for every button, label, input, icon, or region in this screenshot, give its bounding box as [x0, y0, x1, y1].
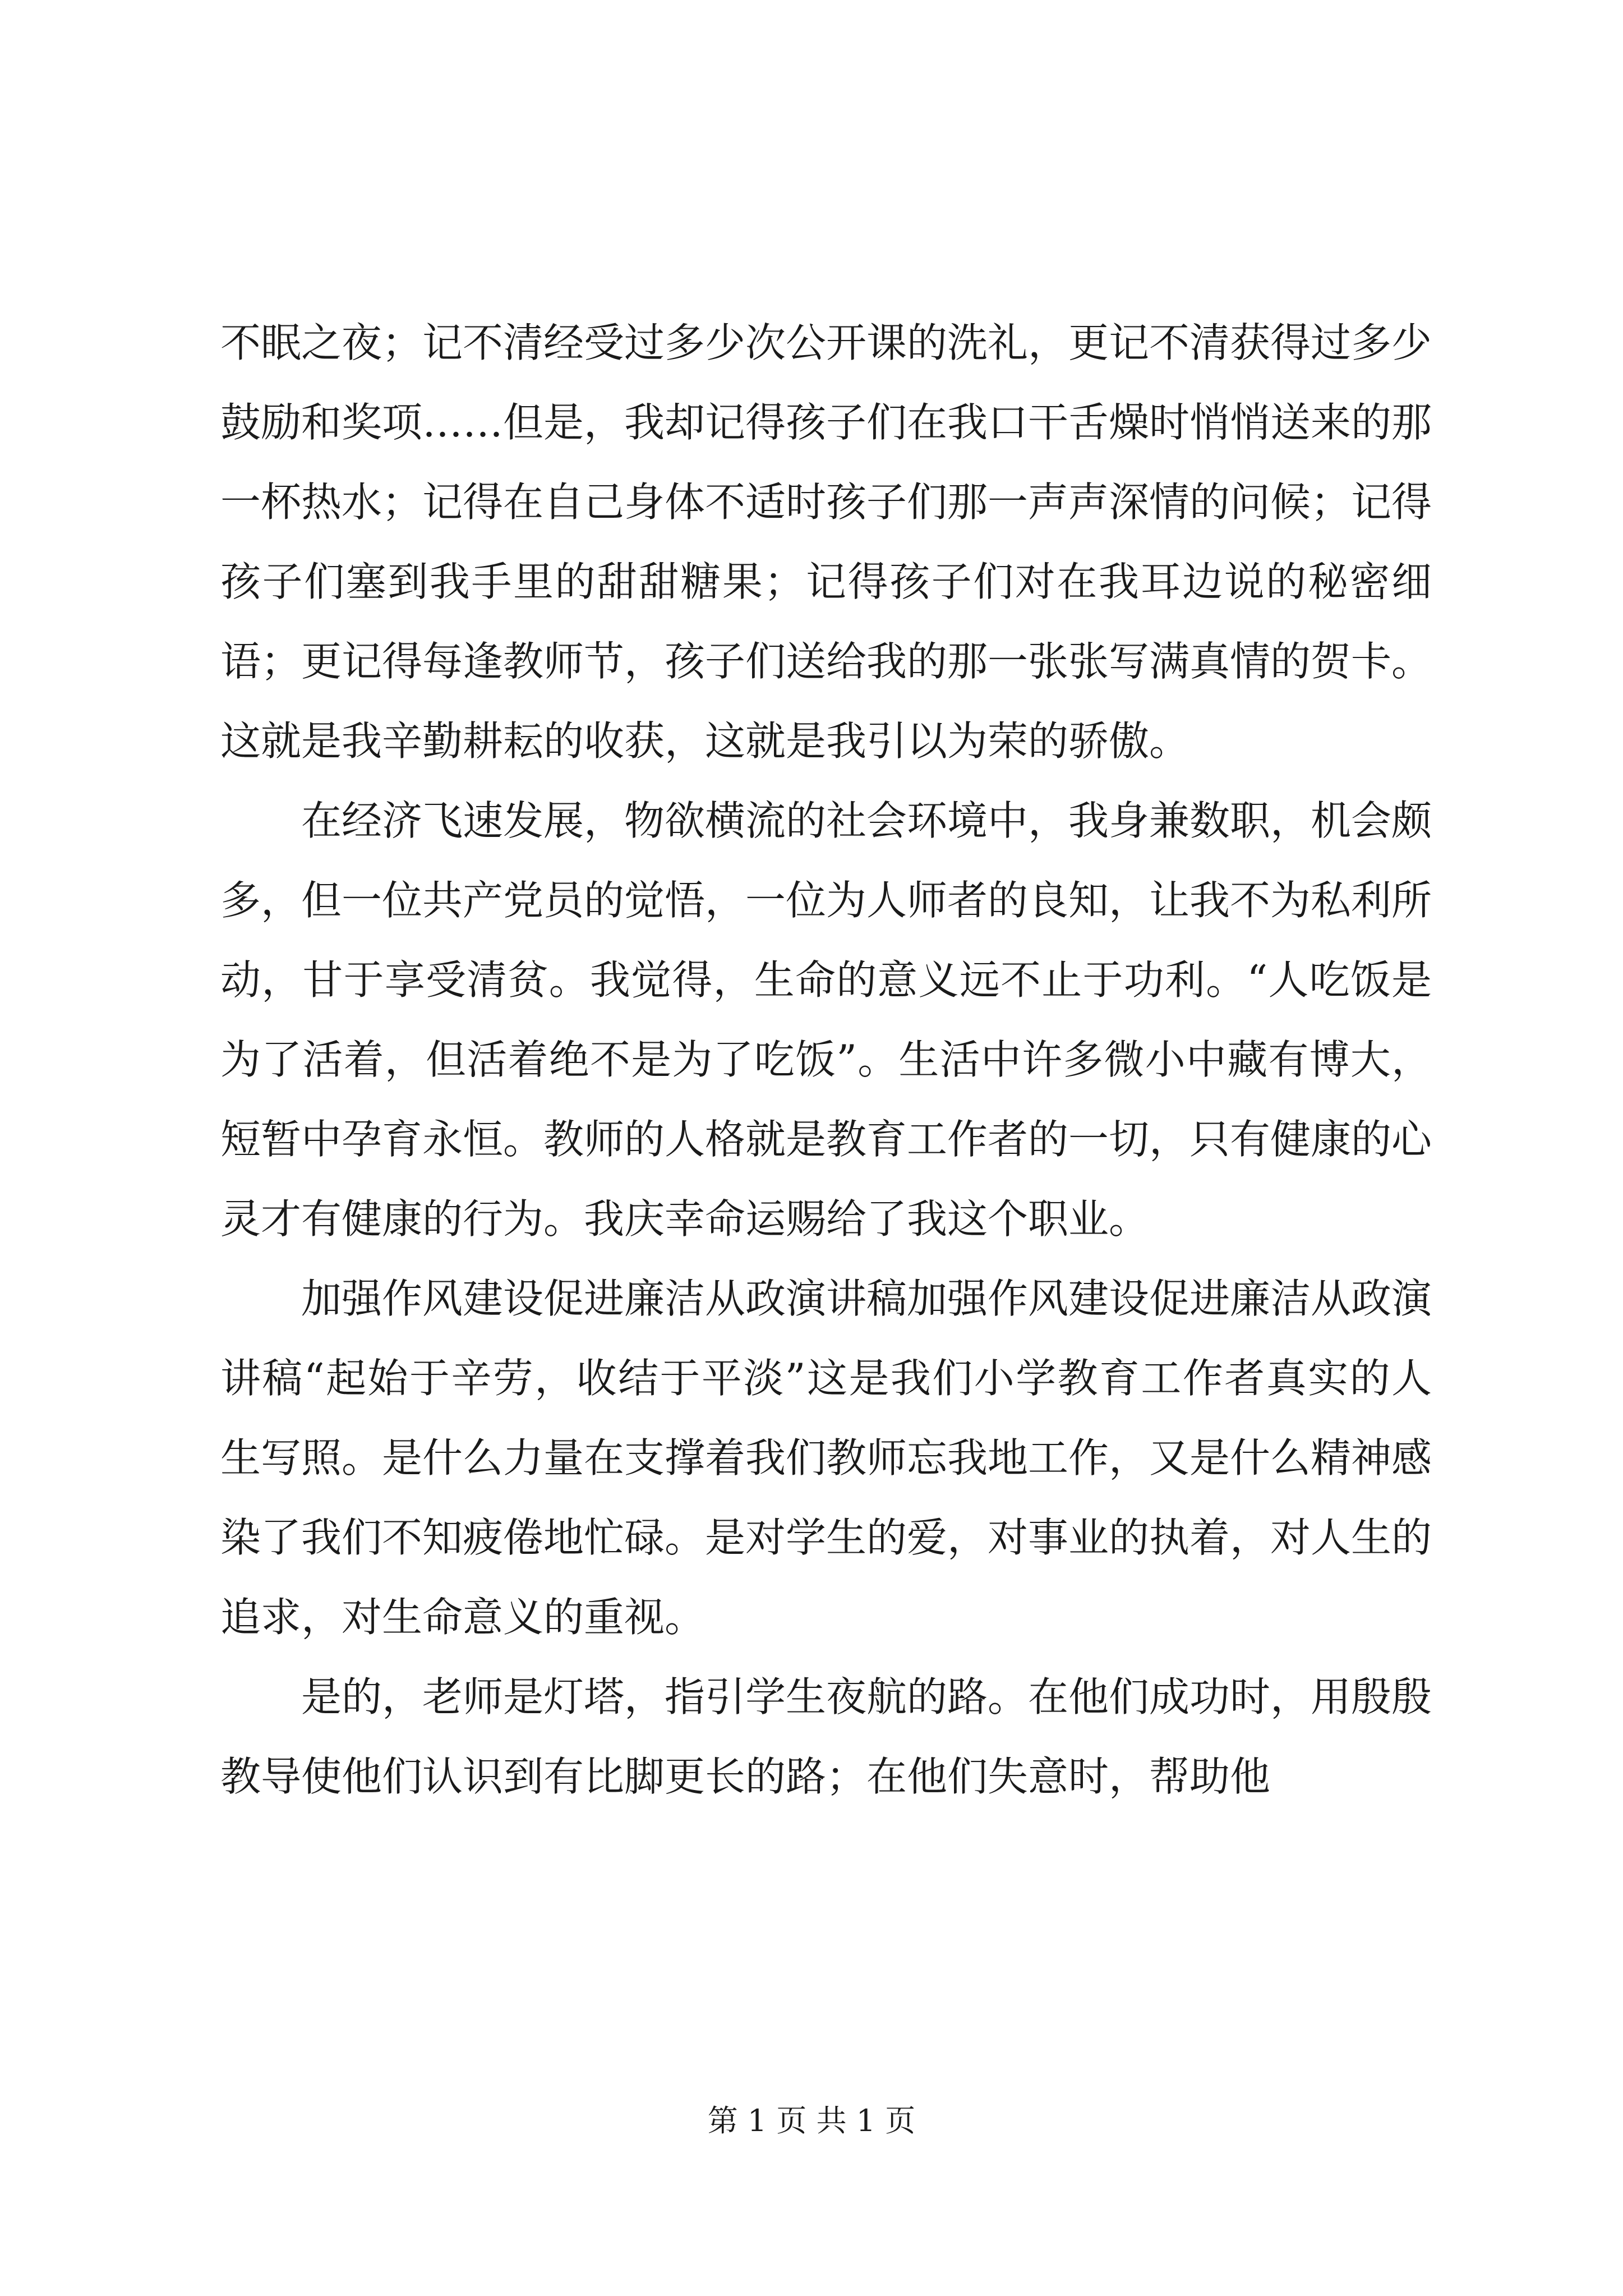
page-footer: 第 1 页 共 1 页: [707, 2103, 916, 2138]
paragraph-4: 是的，老师是灯塔，指引学生夜航的路。在他们成功时，用殷殷教导使他们认识到有比脚更长的路；在他们失意时，帮助他: [220, 1673, 1432, 1800]
document-body: [220, 303, 1432, 1816]
paragraph-1: 不眠之夜；记不清经受过多少次公开课的洗礼，更记不清获得过多少鼓励和奖项……但是，我却记得孩子们在我口干舌燥时悄悄送来的那一杯热水；记得在自己身体不适时孩子们那一声声深情的问候；记得孩子们塞到我手里的甜甜糖果；记得孩子们对在我耳边说的秘密细语；更记得每逢教师节，孩子们送给我的那一张张写满真情的贺卡。这就是我辛勤耕耘的收获，这就是我引以为荣的骄傲。: [220, 319, 1432, 765]
paragraph-2: 在经济飞速发展，物欲横流的社会环境中，我身兼数职，机会颇多，但一位共产党员的觉悟，一位为人师者的良知，让我不为私利所动，甘于享受清贫。我觉得，生命的意义远不止于功利。“人吃饭是为了活着，但活着绝不是为了吃饭”。生活中许多微小中藏有博大，短暂中孕育永恒。教师的人格就是教育工作者的一切，只有健康的心灵才有健康的行为。我庆幸命运赐给了我这个职业。: [220, 797, 1432, 1243]
paragraph-3: 加强作风建设促进廉洁从政演讲稿加强作风建设促进廉洁从政演讲稿“起始于辛劳，收结于平淡”这是我们小学教育工作者真实的人生写照。是什么力量在支撑着我们教师忘我地工作，又是什么精神感染了我们不知疲倦地忙碌。是对学生的爱，对事业的执着，对人生的追求，对生命意义的重视。: [220, 1275, 1432, 1641]
